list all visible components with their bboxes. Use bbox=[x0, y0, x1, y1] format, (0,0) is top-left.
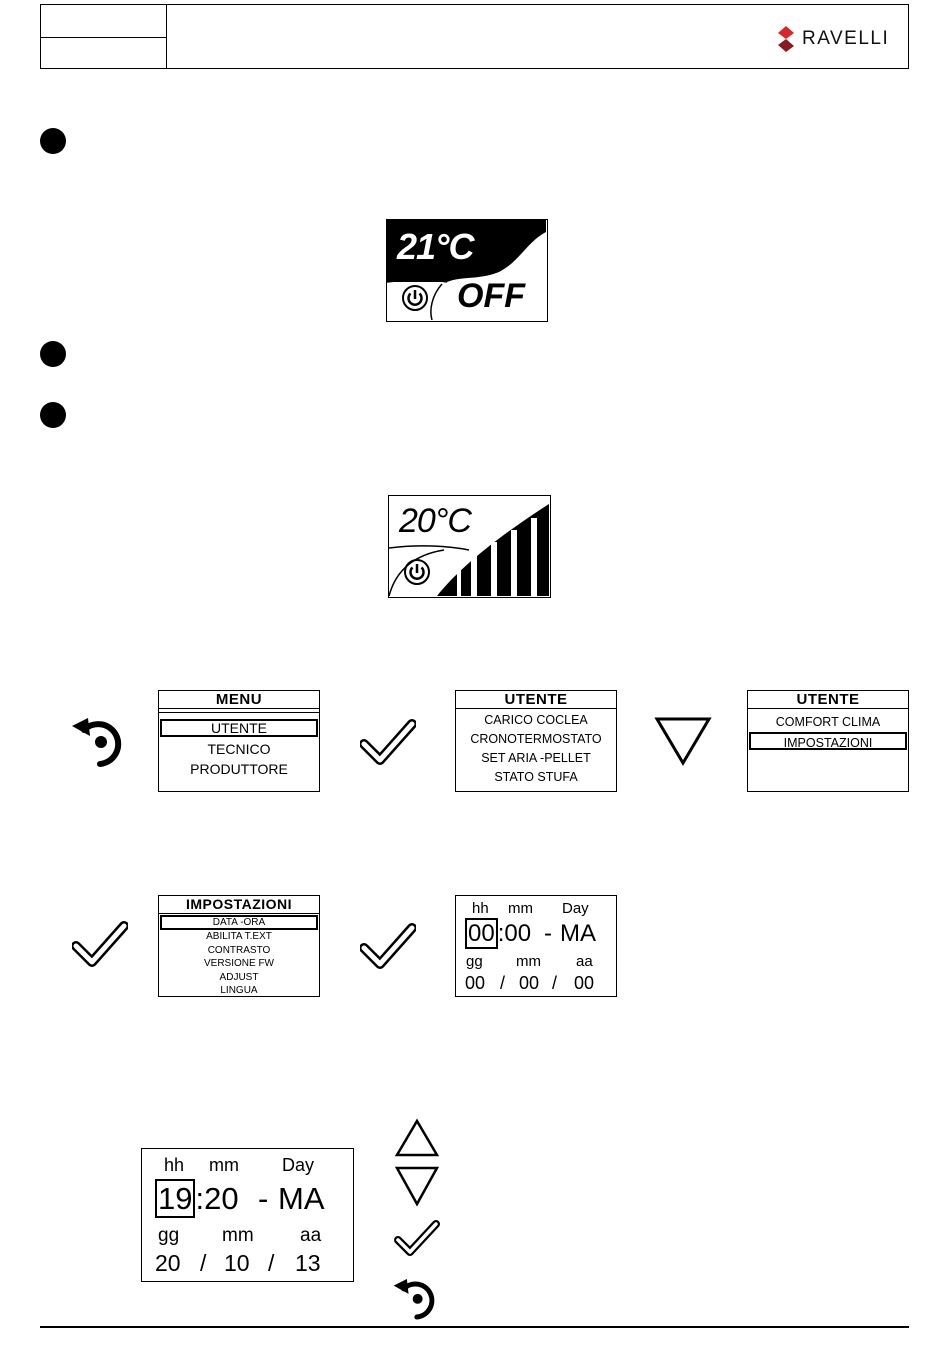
menu-item-stato-stufa[interactable]: STATO STUFA bbox=[494, 770, 578, 784]
stove-display-on bbox=[388, 495, 551, 598]
footer-divider bbox=[40, 1326, 909, 1328]
menu-item-contrasto[interactable]: CONTRASTO bbox=[207, 944, 271, 956]
menu-item-cronotermostato[interactable]: CRONOTERMOSTATO bbox=[470, 732, 602, 746]
minute-field[interactable]: 00 bbox=[504, 920, 532, 947]
dash: - bbox=[544, 920, 552, 947]
label-hh: hh bbox=[472, 900, 489, 917]
date-slash: / bbox=[500, 973, 506, 993]
date-aa[interactable]: 00 bbox=[574, 973, 595, 993]
header-cell-bottom bbox=[40, 37, 167, 69]
lcd-title: UTENTE bbox=[456, 691, 616, 709]
label-mm: mm bbox=[209, 1155, 239, 1175]
menu-item-impostazioni[interactable]: IMPOSTAZIONI bbox=[749, 732, 907, 750]
time-separator: : bbox=[195, 1181, 205, 1216]
power-icon bbox=[403, 558, 431, 586]
lcd-utente-1 bbox=[455, 690, 617, 792]
menu-item-set-aria-pellet[interactable]: SET ARIA -PELLET bbox=[481, 751, 591, 765]
lcd-datetime-set bbox=[141, 1148, 354, 1282]
date-aa[interactable]: 13 bbox=[295, 1250, 321, 1276]
menu-item-data-ora[interactable]: DATA -ORA bbox=[160, 915, 318, 930]
label-mm2: mm bbox=[222, 1225, 254, 1246]
hour-field[interactable]: 19 bbox=[155, 1179, 195, 1218]
day-field[interactable]: MA bbox=[560, 920, 596, 947]
label-mm2: mm bbox=[516, 953, 541, 970]
date-mm[interactable]: 00 bbox=[519, 973, 540, 993]
label-mm: mm bbox=[508, 900, 533, 917]
menu-item-produttore[interactable]: PRODUTTORE bbox=[190, 761, 288, 777]
hour-field[interactable]: 00 bbox=[465, 918, 498, 949]
date-slash: / bbox=[268, 1250, 275, 1276]
brand-name: RAVELLI bbox=[802, 28, 890, 49]
check-icon bbox=[72, 918, 128, 968]
check-icon bbox=[360, 920, 416, 970]
check-icon bbox=[360, 716, 416, 766]
label-aa: aa bbox=[300, 1225, 322, 1246]
back-icon bbox=[70, 712, 128, 770]
menu-item-utente[interactable]: UTENTE bbox=[160, 719, 318, 737]
arrow-down-icon bbox=[654, 716, 712, 766]
menu-item-comfort-clima[interactable]: COMFORT CLIMA bbox=[775, 715, 881, 729]
day-field[interactable]: MA bbox=[278, 1181, 325, 1216]
back-icon bbox=[392, 1274, 440, 1322]
date-mm[interactable]: 10 bbox=[224, 1250, 250, 1276]
dash: - bbox=[258, 1181, 269, 1216]
label-day: Day bbox=[562, 900, 589, 917]
arrow-up-icon bbox=[394, 1118, 440, 1158]
date-gg[interactable]: 00 bbox=[465, 973, 486, 993]
display-temperature: 20°C bbox=[399, 502, 471, 540]
lcd-menu bbox=[158, 690, 320, 792]
label-aa: aa bbox=[576, 953, 593, 970]
label-day: Day bbox=[282, 1155, 315, 1175]
brand-logo bbox=[776, 24, 896, 54]
label-gg: gg bbox=[466, 953, 483, 970]
lcd-datetime-blank bbox=[455, 895, 617, 997]
menu-item-adjust[interactable]: ADJUST bbox=[219, 971, 259, 983]
bullet-3 bbox=[40, 402, 66, 428]
lcd-title: MENU bbox=[159, 691, 319, 709]
ravelli-logo-icon bbox=[776, 26, 796, 52]
menu-item-tecnico[interactable]: TECNICO bbox=[207, 741, 271, 757]
lcd-impostazioni bbox=[158, 895, 320, 997]
power-icon bbox=[401, 284, 429, 312]
menu-item-lingua[interactable]: LINGUA bbox=[220, 985, 258, 997]
check-icon bbox=[394, 1218, 440, 1258]
minute-field[interactable]: 20 bbox=[204, 1181, 239, 1216]
arrow-down-icon bbox=[394, 1165, 440, 1207]
time-separator: : bbox=[497, 920, 505, 947]
bullet-2 bbox=[40, 341, 66, 367]
menu-item-carico-coclea[interactable]: CARICO COCLEA bbox=[484, 713, 588, 727]
label-gg: gg bbox=[158, 1225, 180, 1246]
display-status: OFF bbox=[457, 277, 525, 315]
menu-item-abilita-text[interactable]: ABILITA T.EXT bbox=[206, 931, 272, 942]
label-hh: hh bbox=[164, 1155, 185, 1175]
date-gg[interactable]: 20 bbox=[155, 1250, 181, 1276]
lcd-utente-2 bbox=[747, 690, 909, 792]
display-temperature: 21°C bbox=[397, 226, 474, 267]
lcd-title: IMPOSTAZIONI bbox=[159, 896, 319, 914]
date-slash: / bbox=[200, 1250, 207, 1276]
lcd-title: UTENTE bbox=[748, 691, 908, 709]
header-cell-top bbox=[40, 4, 167, 38]
bullet-1 bbox=[40, 128, 66, 154]
menu-item-versione-fw[interactable]: VERSIONE FW bbox=[203, 958, 274, 970]
date-slash: / bbox=[552, 973, 558, 993]
stove-display-off bbox=[386, 219, 548, 322]
